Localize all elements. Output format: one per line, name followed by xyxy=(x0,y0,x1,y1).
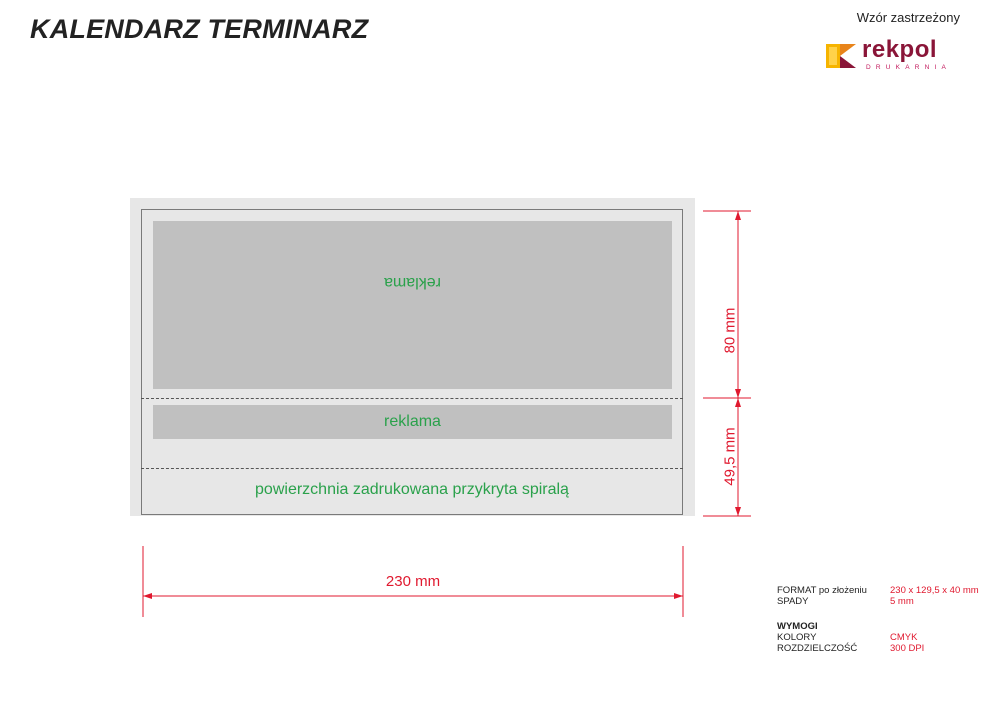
logo-wordmark: rekpol xyxy=(862,36,938,63)
width-label: 230 mm xyxy=(385,573,441,590)
spec-colors-label: KOLORY xyxy=(777,632,817,643)
arrow-down-icon xyxy=(735,507,741,516)
spec-colors-value: CMYK xyxy=(890,632,918,643)
spec-format-value: 230 x 129,5 x 40 mm xyxy=(890,585,979,596)
spec-resolution-value: 300 DPI xyxy=(890,643,925,654)
arrow-right-icon xyxy=(674,593,683,599)
spiral-area-label: powierzchnia zadrukowana przykryta spiralą xyxy=(255,481,569,498)
arrow-left-icon xyxy=(143,593,152,599)
spec-resolution-label: ROZDZIELCZOŚĆ xyxy=(777,643,858,654)
arrow-down-icon xyxy=(735,389,741,398)
reserved-note: Wzór zastrzeżony xyxy=(856,10,960,25)
spec-requirements-heading: WYMOGI xyxy=(777,621,818,632)
spec-bleed-label: SPADY xyxy=(777,596,809,607)
height-top-label: 80 mm xyxy=(721,307,739,354)
logo-subtitle: DRUKARNIA xyxy=(866,64,952,71)
arrow-up-icon xyxy=(735,398,741,407)
top-ad-label: reklama xyxy=(384,274,441,291)
spec-bleed-value: 5 mm xyxy=(890,596,914,607)
spec-format-label: FORMAT po złożeniu xyxy=(777,585,867,596)
arrow-up-icon xyxy=(735,211,741,220)
page-title: KALENDARZ TERMINARZ xyxy=(30,14,369,44)
height-bottom-label: 49,5 mm xyxy=(721,427,739,486)
middle-ad-label: reklama xyxy=(384,413,441,430)
